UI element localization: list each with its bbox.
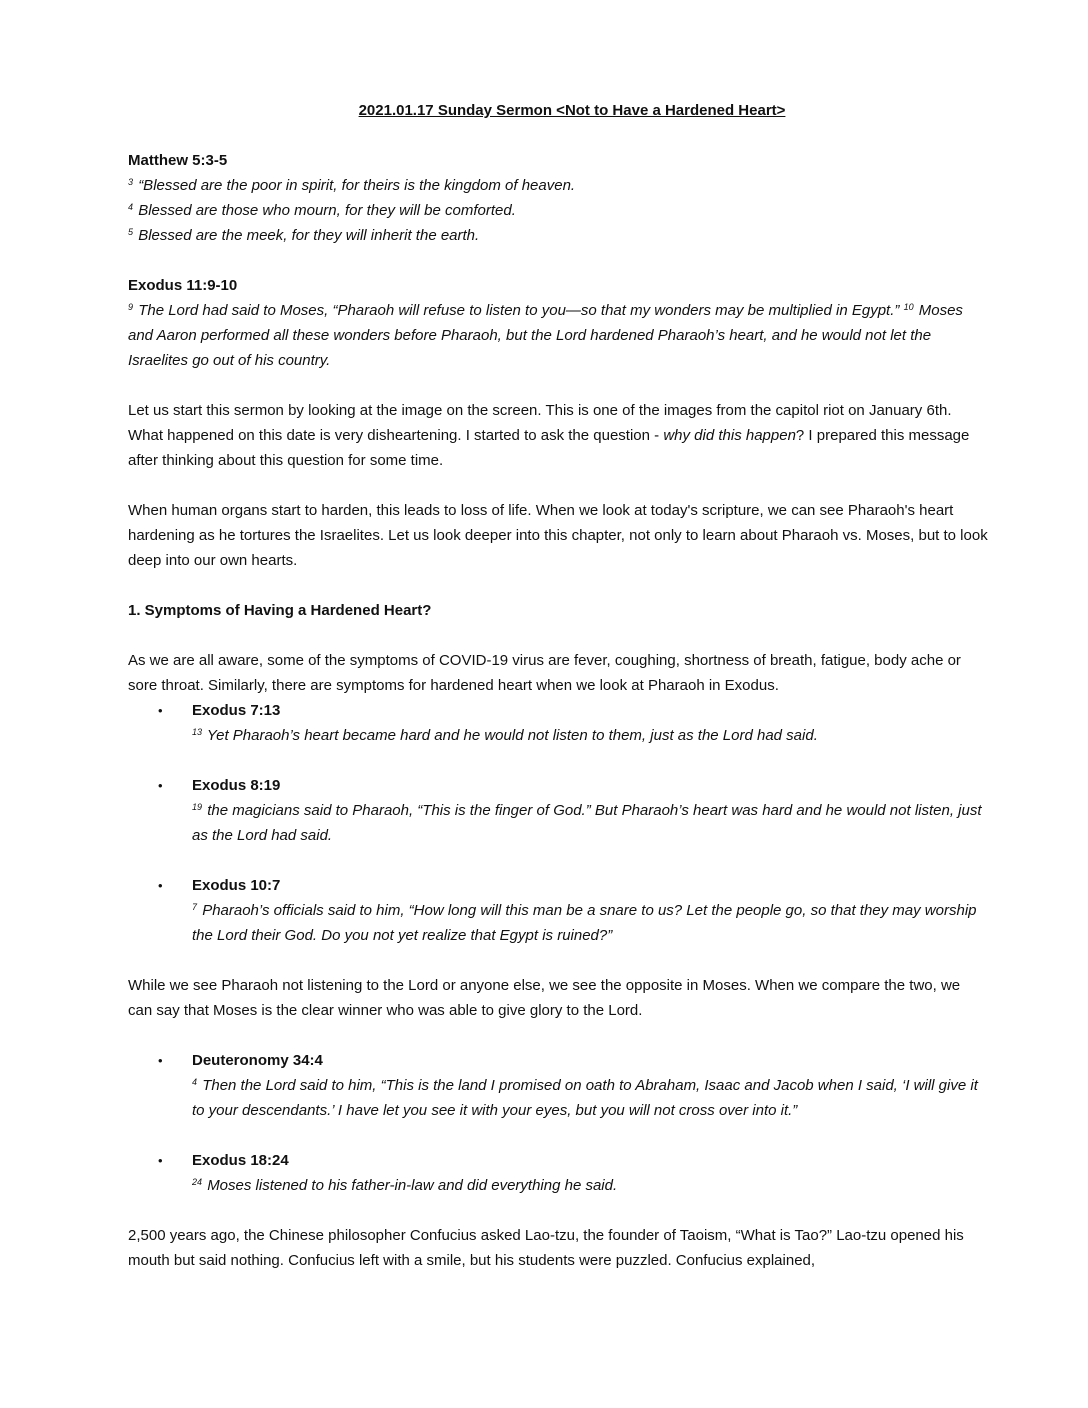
bullet-icon: • <box>158 1053 163 1068</box>
intro-question: why did this happen <box>663 427 796 444</box>
verse-paragraph <box>128 298 988 373</box>
verse-number: 24 <box>192 1177 203 1187</box>
list-reference: Exodus 18:24 <box>192 1152 289 1169</box>
confucius-paragraph: 2,500 years ago, the Chinese philosopher Confucius asked Lao-tzu, the founder of Taoism, “What is Tao?” Lao-tzu opened his mouth but said nothing. Confucius left with a smile, but his students were puzzled. Confucius explained, <box>128 1227 964 1269</box>
verse-number: 9 <box>128 302 134 312</box>
verse-text: Pharaoh’s officials said to him, “How long will this man be a snare to us? Let the people go, so that they may worship the Lord their God. Do you not yet realize that Egypt is ruined?” <box>192 902 977 944</box>
intro-paragraph-2: When human organs start to harden, this leads to loss of life. When we look at today's scripture, we can see Pharaoh's heart hardening as he tortures the Israelites. Let us look deeper into this chapter, not only to learn about Pharaoh vs. Moses, but to look deep into our own hearts. <box>128 502 988 569</box>
bullet-icon: • <box>158 878 163 893</box>
list-item <box>128 773 988 848</box>
verse-number: 4 <box>128 202 134 212</box>
verse-text: Moses listened to his father-in-law and did everything he said. <box>207 1177 618 1194</box>
symptoms-paragraph: As we are all aware, some of the symptoms of COVID-19 virus are fever, coughing, shortness of breath, fatigue, body ache or sore throat. Similarly, there are symptoms for hardened heart when we look at Pharaoh in Exodus. <box>128 652 961 694</box>
passage-exodus <box>128 273 988 373</box>
verse-number: 3 <box>128 177 134 187</box>
section-heading: 1. Symptoms of Having a Hardened Heart? <box>128 602 432 619</box>
list-verse <box>192 898 988 948</box>
verse-text: The Lord had said to Moses, “Pharaoh will refuse to listen to you—so that my wonders may be multiplied in Egypt.” <box>138 302 900 319</box>
sermon-content <box>128 98 988 1298</box>
list-reference: Exodus 10:7 <box>192 877 281 894</box>
verse-text: Moses and Aaron performed all these wonders before Pharaoh, but the Lord hardened Pharaoh’s heart, and he would not let the Israelites go out of his country. <box>128 302 963 369</box>
verse-number: 10 <box>903 302 914 312</box>
verse-text: Blessed are those who mourn, for they will be comforted. <box>138 202 516 219</box>
verse-text: Yet Pharaoh’s heart became hard and he would not listen to them, just as the Lord had said. <box>206 727 818 744</box>
intro-text: ? I prepared this message after thinking about this question for some time. <box>128 427 970 469</box>
passage-reference: Exodus 11:9-10 <box>128 277 238 294</box>
pharaoh-scripture-list <box>128 698 988 948</box>
verse-text: the magicians said to Pharaoh, “This is the finger of God.” But Pharaoh’s heart was hard and he would not listen, just as the Lord had said. <box>192 802 982 844</box>
verse-line <box>128 223 988 248</box>
list-verse <box>192 798 988 848</box>
bullet-icon: • <box>158 703 163 718</box>
moses-scripture-list <box>128 1048 988 1198</box>
list-item <box>128 873 988 948</box>
passage-matthew <box>128 148 988 248</box>
verse-text: “Blessed are the poor in spirit, for theirs is the kingdom of heaven. <box>138 177 576 194</box>
intro-text: Let us start this sermon by looking at the image on the screen. This is one of the images from the capitol riot on January 6th. What happened on this date is very disheartening. I started to ask the question - <box>128 402 952 444</box>
verse-number: 4 <box>192 1077 198 1087</box>
comparison-paragraph: While we see Pharaoh not listening to the Lord or anyone else, we see the opposite in Moses. When we compare the two, we can say that Moses is the clear winner who was able to give glory to the Lord. <box>128 977 961 1019</box>
list-verse <box>192 723 988 748</box>
intro-paragraph <box>128 398 988 473</box>
list-item <box>128 698 988 748</box>
sermon-title: 2021.01.17 Sunday Sermon <Not to Have a Hardened Heart> <box>358 102 786 119</box>
list-reference: Exodus 7:13 <box>192 702 281 719</box>
list-item <box>128 1048 988 1123</box>
list-verse <box>192 1073 988 1123</box>
verse-number: 19 <box>192 802 203 812</box>
list-item <box>128 1148 988 1198</box>
bullet-icon: • <box>158 1153 163 1168</box>
verse-number: 5 <box>128 227 134 237</box>
verse-line <box>128 173 988 198</box>
passage-reference: Matthew 5:3-5 <box>128 152 228 169</box>
list-reference: Exodus 8:19 <box>192 777 281 794</box>
bullet-icon: • <box>158 778 163 793</box>
verse-text: Blessed are the meek, for they will inherit the earth. <box>138 227 480 244</box>
verse-number: 13 <box>192 727 203 737</box>
verse-number: 7 <box>192 902 198 912</box>
verse-line <box>128 198 988 223</box>
verse-text: Then the Lord said to him, “This is the land I promised on oath to Abraham, Isaac and Jacob when I said, ‘I will give it to your descendants.’ I have let you see it with your eyes, but you will not cross over into it.” <box>192 1077 978 1119</box>
list-verse <box>192 1173 988 1198</box>
list-reference: Deuteronomy 34:4 <box>192 1052 323 1069</box>
